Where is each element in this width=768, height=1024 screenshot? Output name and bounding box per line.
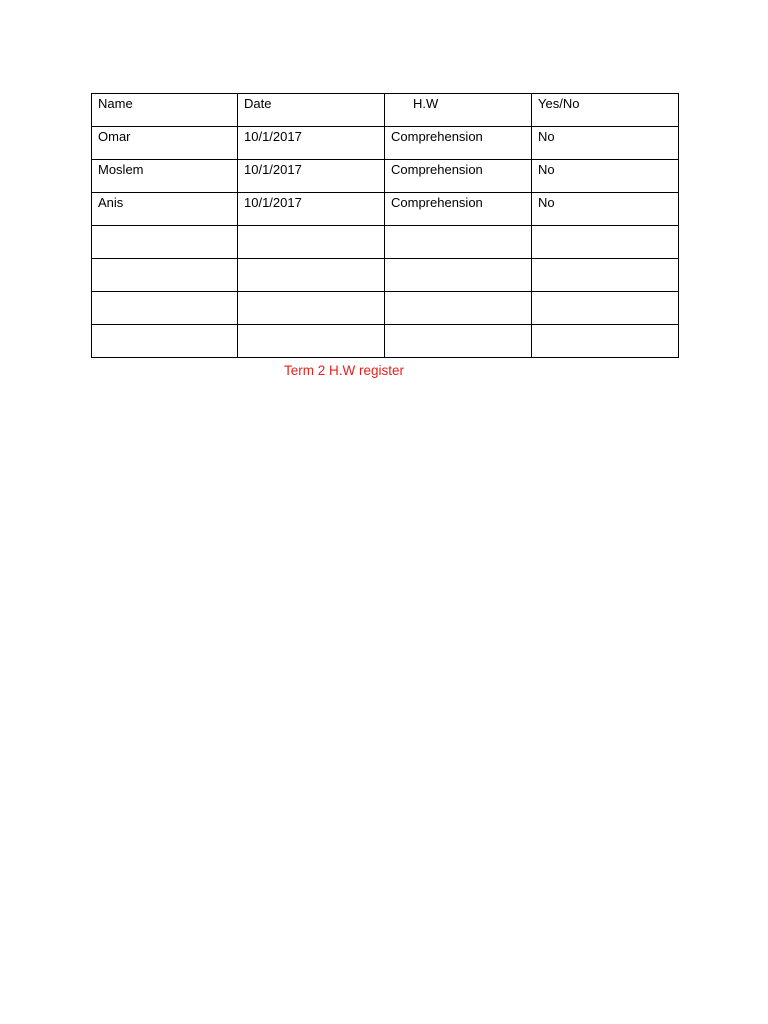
cell-text [238,226,384,228]
table-cell [385,127,532,160]
table-cell [92,127,238,160]
cell-text [532,226,678,228]
cell-text: 10/1/2017 [244,129,302,144]
header-cell-yes-no [532,94,679,127]
cell-text [92,259,237,261]
table-cell [92,193,238,226]
cell-text [385,325,531,327]
cell-text: 10/1/2017 [244,162,302,177]
cell-text [532,325,678,327]
table-cell [385,292,532,325]
cell-text [92,292,237,294]
table-cell [92,325,238,358]
table-cell [238,160,385,193]
table-cell [532,127,679,160]
cell-text [92,226,237,228]
table-row [92,127,679,160]
cell-text [385,226,531,228]
header-label: Name [98,96,133,111]
table-cell [532,259,679,292]
homework-register-table [91,93,679,358]
table-cell [532,292,679,325]
table-cell [238,193,385,226]
cell-text: Comprehension [391,162,483,177]
cell-text: Anis [98,195,124,210]
table-cell [238,292,385,325]
table-cell [238,127,385,160]
cell-text: Moslem [98,162,144,177]
cell-text: 10/1/2017 [244,195,302,210]
table-row-empty [92,292,679,325]
table-cell [532,226,679,259]
cell-text [238,259,384,261]
table-row-empty [92,325,679,358]
table-cell [385,226,532,259]
table-cell [92,226,238,259]
table-cell [238,226,385,259]
header-cell-date [238,94,385,127]
cell-text [385,292,531,294]
header-cell-name [92,94,238,127]
table-cell [238,259,385,292]
cell-text: No [538,129,555,144]
cell-text: Comprehension [391,195,483,210]
table-row [92,160,679,193]
cell-text: No [538,162,555,177]
table-cell [92,292,238,325]
table-cell [532,193,679,226]
header-label: Yes/No [538,96,580,111]
table-cell [385,193,532,226]
table-cell [385,259,532,292]
table-row [92,193,679,226]
header-label: H.W [413,96,439,111]
cell-text: Comprehension [391,129,483,144]
cell-text [532,259,678,261]
table-cell [532,160,679,193]
table-cell [385,160,532,193]
header-cell-hw [385,94,532,127]
cell-text [238,292,384,294]
cell-text: Omar [98,129,131,144]
table-row-empty [92,259,679,292]
table-cell [92,160,238,193]
header-label: Date [244,96,272,111]
table-header-row [92,94,679,127]
table-cell [92,259,238,292]
table-cell [238,325,385,358]
cell-text: No [538,195,555,210]
table-row-empty [92,226,679,259]
table-cell [532,325,679,358]
cell-text [238,325,384,327]
table-cell [385,325,532,358]
cell-text [532,292,678,294]
cell-text [92,325,237,327]
cell-text [385,259,531,261]
register-caption: Term 2 H.W register [284,363,405,378]
